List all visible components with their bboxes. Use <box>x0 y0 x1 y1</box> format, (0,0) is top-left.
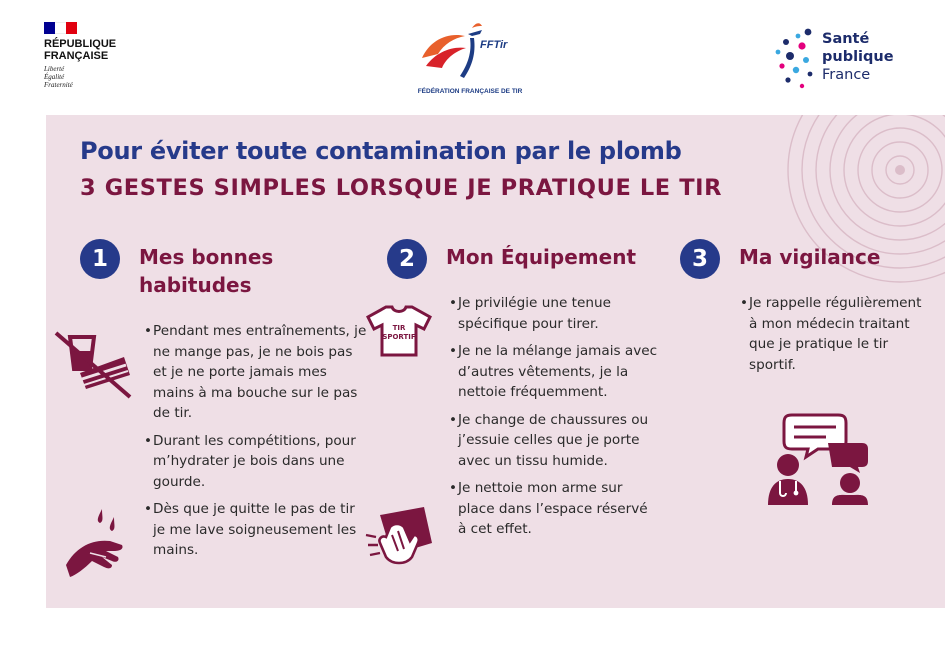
tshirt-text-line2: SPORTIF <box>382 333 416 341</box>
republique-line1: RÉPUBLIQUE <box>44 38 117 50</box>
column-2-title-line1: Mon Équipement <box>446 245 636 269</box>
wiping-cloth-icon <box>364 505 438 567</box>
column-3-bullets <box>740 293 930 382</box>
column-1-title-line1: Mes bonnes <box>139 245 274 269</box>
spf-line2: publique <box>822 49 894 65</box>
column-1-title-line2: habitudes <box>139 273 252 297</box>
poster-title: Pour éviter toute contamination par le plomb <box>80 137 682 165</box>
tshirt-text-line1: TIR <box>392 324 406 332</box>
column-2-bullet-2: • Je ne la mélange jamais avec d’autres vêtements, je la nettoie fréquemment. <box>449 341 659 403</box>
column-2-title <box>446 243 636 271</box>
step-number-1: 1 <box>80 239 120 279</box>
republique-line2: FRANÇAISE <box>44 50 109 62</box>
column-1-bullet-2: • Durant les compétitions, pour m’hydrater je bois dans une gourde. <box>144 431 368 493</box>
column-1-bullets <box>144 321 368 568</box>
column-3-title <box>739 243 880 271</box>
column-1-bullet-1: • Pendant mes entraînements, je ne mange pas, je ne bois pas et je ne porte jamais mes mains à ma bouche sur le pas de tir. <box>144 321 368 424</box>
spf-dots-icon <box>772 26 820 92</box>
column-3-title-line1: Ma vigilance <box>739 245 881 269</box>
fft-caption: FÉDÉRATION FRANÇAISE DE TIR <box>417 88 523 95</box>
poster-subtitle: 3 GESTES SIMPLES LORSQUE JE PRATIQUE LE TIR <box>80 175 723 201</box>
fft-emblem-icon <box>410 18 530 88</box>
step-number-3: 3 <box>680 239 720 279</box>
spf-line1: Santé <box>822 31 870 47</box>
column-3-bullet-1: • Je rappelle régulièrement à mon médecin traitant que je pratique le tir sportif. <box>740 293 930 375</box>
column-2-bullet-1: • Je privilégie une tenue spécifique pour tirer. <box>449 293 659 334</box>
doctor-consultation-icon <box>766 413 872 507</box>
column-1-title <box>139 243 273 299</box>
fft-logo <box>410 18 530 98</box>
spf-line3: France <box>822 67 871 83</box>
no-food-drink-icon <box>50 327 136 403</box>
column-1-bullet-3: • Dès que je quitte le pas de tir je me lave soigneusement les mains. <box>144 499 368 561</box>
motto-egalite: Égalité <box>44 73 65 81</box>
column-2-bullets <box>449 293 659 547</box>
poster-panel <box>46 115 945 608</box>
motto-fraternite: Fraternité <box>44 81 73 89</box>
column-2-bullet-4: • Je nettoie mon arme sur place dans l’espace réservé à cet effet. <box>449 478 659 540</box>
motto-liberte: Liberté <box>44 65 65 73</box>
column-2-bullet-3: • Je change de chaussures ou j’essuie celles que je porte avec un tissu humide. <box>449 410 659 472</box>
hand-washing-icon <box>62 507 128 581</box>
sante-publique-france-logo <box>772 26 912 96</box>
step-number-2: 2 <box>387 239 427 279</box>
french-flag-icon <box>44 22 77 34</box>
tshirt-icon <box>364 303 434 359</box>
svg-text:FFTir: FFTir <box>480 39 508 51</box>
republique-francaise-logo <box>44 22 154 89</box>
